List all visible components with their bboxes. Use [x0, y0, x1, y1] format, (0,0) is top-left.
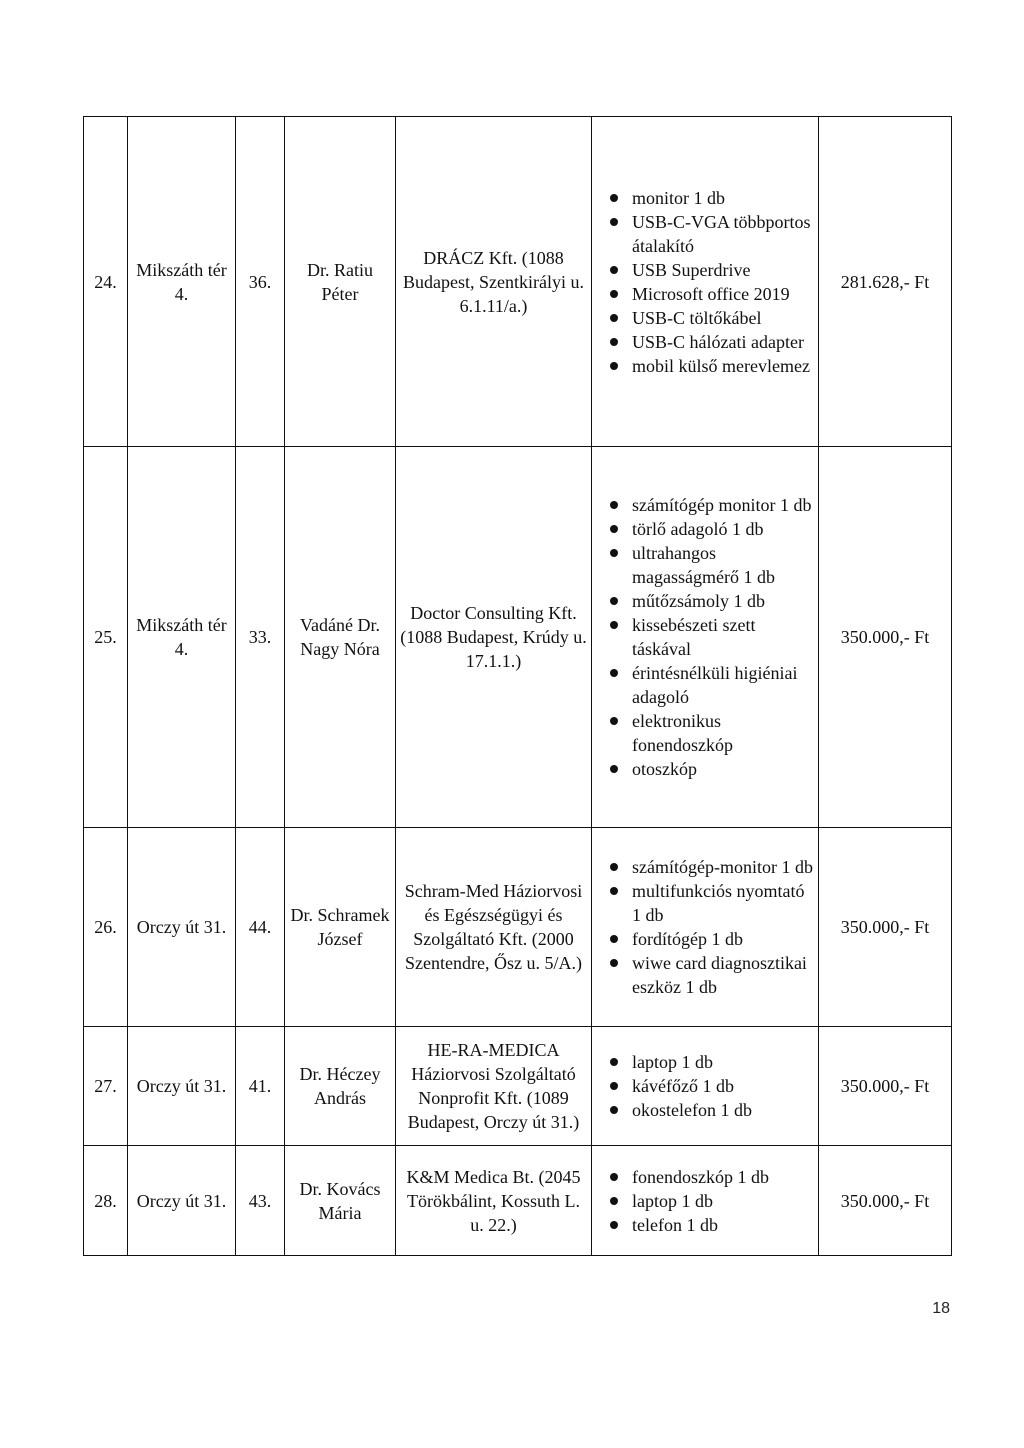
row-index: 26. [84, 828, 128, 1027]
address-cell: Orczy út 31. [128, 1027, 236, 1146]
district-number: 33. [236, 447, 285, 828]
page-number: 18 [932, 1300, 950, 1317]
list-item: okostelefon 1 db [606, 1098, 814, 1122]
address-cell: Mikszáth tér 4. [128, 447, 236, 828]
amount-cell: 281.628,- Ft [819, 117, 952, 447]
list-item: wiwe card diagnosztikai eszköz 1 db [606, 951, 814, 999]
list-item: otoszkóp [606, 757, 814, 781]
company-cell: DRÁCZ Kft. (1088 Budapest, Szentkirályi u. 6.1.11/a.) [396, 117, 592, 447]
list-item: számítógép-monitor 1 db [606, 855, 814, 879]
list-item: mobil külső merevlemez [606, 354, 814, 378]
list-item: kávéfőző 1 db [606, 1074, 814, 1098]
list-item: fordítógép 1 db [606, 927, 814, 951]
district-number: 36. [236, 117, 285, 447]
table-row [84, 117, 952, 447]
list-item: laptop 1 db [606, 1050, 814, 1074]
list-item: számítógép monitor 1 db [606, 493, 814, 517]
list-item: kissebészeti szett táskával [606, 613, 814, 661]
list-item: USB Superdrive [606, 258, 814, 282]
list-item: USB-C töltőkábel [606, 306, 814, 330]
table-row [84, 1146, 952, 1256]
list-item: USB-C hálózati adapter [606, 330, 814, 354]
list-item: USB-C-VGA többportos átalakító [606, 210, 814, 258]
doctor-name: Dr. Kovács Mária [285, 1146, 396, 1256]
item-list [606, 1165, 814, 1237]
address-cell: Orczy út 31. [128, 1146, 236, 1256]
doctor-name: Vadáné Dr. Nagy Nóra [285, 447, 396, 828]
list-item: műtőzsámoly 1 db [606, 589, 814, 613]
list-item: érintésnélküli higiéniai adagoló [606, 661, 814, 709]
table-row [84, 447, 952, 828]
items-cell [592, 828, 819, 1027]
row-index: 28. [84, 1146, 128, 1256]
grant-table [83, 116, 952, 1256]
district-number: 44. [236, 828, 285, 1027]
amount-cell: 350.000,- Ft [819, 828, 952, 1027]
list-item: telefon 1 db [606, 1213, 814, 1237]
address-cell: Orczy út 31. [128, 828, 236, 1027]
company-cell: HE-RA-MEDICA Háziorvosi Szolgáltató Nonprofit Kft. (1089 Budapest, Orczy út 31.) [396, 1027, 592, 1146]
company-cell: Schram-Med Háziorvosi és Egészségügyi és Szolgáltató Kft. (2000 Szentendre, Ősz u. 5/A.) [396, 828, 592, 1027]
table-row [84, 828, 952, 1027]
list-item: multifunkciós nyomtató 1 db [606, 879, 814, 927]
company-cell: Doctor Consulting Kft. (1088 Budapest, Krúdy u. 17.1.1.) [396, 447, 592, 828]
list-item: monitor 1 db [606, 186, 814, 210]
row-index: 24. [84, 117, 128, 447]
amount-cell: 350.000,- Ft [819, 447, 952, 828]
district-number: 43. [236, 1146, 285, 1256]
item-list [606, 1050, 814, 1122]
list-item: elektronikus fonendoszkóp [606, 709, 814, 757]
doctor-name: Dr. Héczey András [285, 1027, 396, 1146]
items-cell [592, 117, 819, 447]
row-index: 25. [84, 447, 128, 828]
amount-cell: 350.000,- Ft [819, 1027, 952, 1146]
doctor-name: Dr. Ratiu Péter [285, 117, 396, 447]
address-cell: Mikszáth tér 4. [128, 117, 236, 447]
items-cell [592, 1027, 819, 1146]
items-cell [592, 1146, 819, 1256]
list-item: törlő adagoló 1 db [606, 517, 814, 541]
item-list [606, 493, 814, 781]
amount-cell: 350.000,- Ft [819, 1146, 952, 1256]
items-cell [592, 447, 819, 828]
item-list [606, 186, 814, 378]
table-row [84, 1027, 952, 1146]
list-item: Microsoft office 2019 [606, 282, 814, 306]
district-number: 41. [236, 1027, 285, 1146]
company-cell: K&M Medica Bt. (2045 Törökbálint, Kossuth L. u. 22.) [396, 1146, 592, 1256]
item-list [606, 855, 814, 999]
list-item: fonendoszkóp 1 db [606, 1165, 814, 1189]
list-item: ultrahangos magasságmérő 1 db [606, 541, 814, 589]
doctor-name: Dr. Schramek József [285, 828, 396, 1027]
list-item: laptop 1 db [606, 1189, 814, 1213]
row-index: 27. [84, 1027, 128, 1146]
